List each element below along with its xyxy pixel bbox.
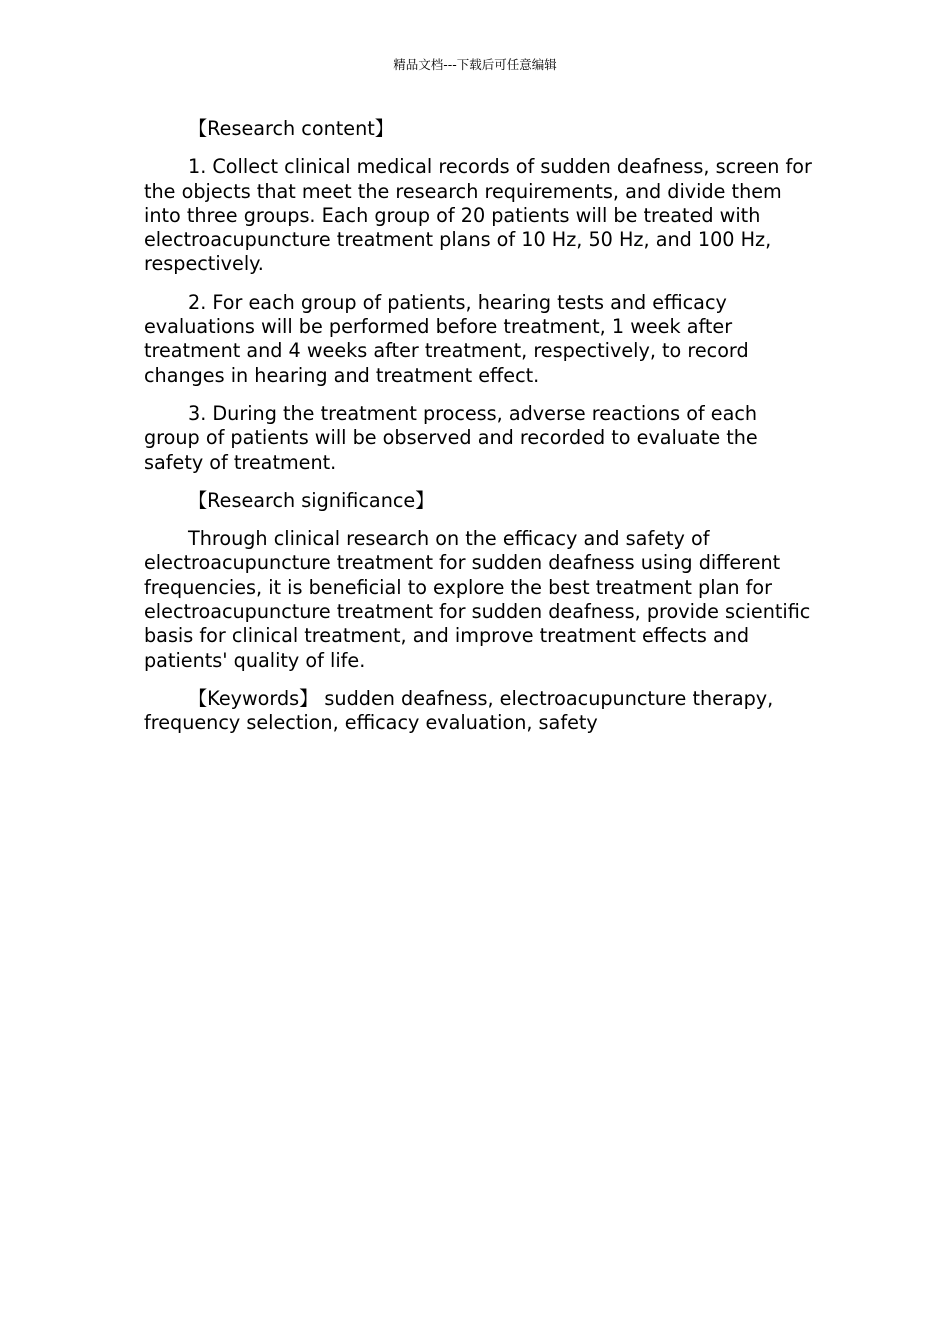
document-body: [144, 117, 814, 750]
research-significance-paragraph: Through clinical research on the efficacy and safety of electroacupuncture treatment for sudden deafness using different frequencies, it is beneficial to explore the best treatment plan for electroacupuncture treatment for sudden deafness, provide scientific basis for clinical treatment, and improve treatment effects and patients' quality of life.: [144, 527, 811, 672]
research-content-heading: 【Research content】: [188, 117, 394, 140]
research-content-item-1: 1. Collect clinical medical records of sudden deafness, screen for the objects that meet the research requirements, and divide them into three groups. Each group of 20 patients will be treated with electroacupuncture treatment plans of 10 Hz, 50 Hz, and 100 Hz, respectively.: [144, 155, 812, 276]
research-content-item-2: 2. For each group of patients, hearing tests and efficacy evaluations will be performed before treatment, 1 week after treatment and 4 weeks after treatment, respectively, to record changes in hearing and treatment effect.: [144, 290, 749, 387]
page-header: 精品文档---下载后可任意编辑: [393, 57, 557, 72]
keywords-label: 【Keywords】: [188, 686, 319, 710]
keywords-paragraph: [144, 687, 814, 736]
research-significance-heading: 【Research significance】: [188, 488, 435, 512]
research-content-item-3: 3. During the treatment process, adverse reactions of each group of patients will be observed and recorded to evaluate the safety of treatment.: [144, 401, 758, 474]
keywords-text: sudden deafness, electroacupuncture therapy, frequency selection, efficacy evaluation, safety: [144, 686, 774, 735]
